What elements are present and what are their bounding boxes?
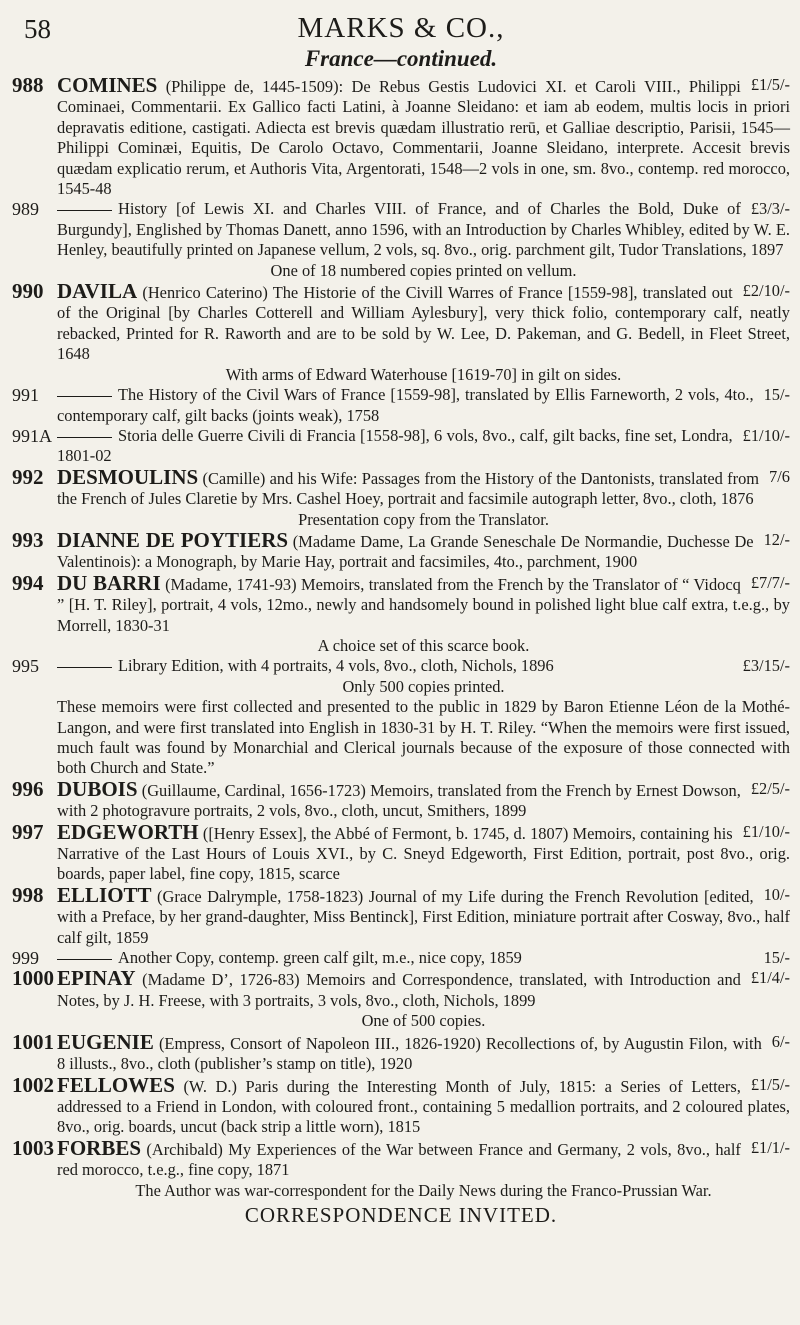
entry-description: (Empress, Consort of Napoleon III., 1826-1920) Recollections of, by Augustin Filon, with 8 illusts., 8vo., cloth (publisher’s stamp on title), 1920 [57, 1033, 762, 1074]
entry-author: ELLIOTT [57, 882, 152, 907]
catalogue-entry [12, 426, 790, 467]
catalogue-entry [12, 776, 790, 822]
catalogue-entry [12, 464, 790, 510]
entry-price: £3/3/- [750, 199, 790, 219]
entry-description: Storia delle Guerre Civili di Francia [1558-98], 6 vols, 8vo., calf, gilt backs, fine set, Londra, 1801-02 [57, 425, 733, 466]
entry-author: EPINAY [57, 966, 136, 991]
entry-description: (Henrico Caterino) The Historie of the Civill Warres of France [1559-98], translated out of the Original [by Charles Cotterell and William Aylesbury], very thick folio, contemporary calf, neatly rebacked, Printed for R. Raworth and are to be sold by W. Lee, D. Pakeman, and G. Bedell, in Fleet Street, 1648 [57, 283, 790, 364]
entry-number: 989 [12, 199, 39, 220]
entry-number: 997 [12, 819, 44, 844]
entry-price: £1/4/- [750, 968, 790, 988]
entry-number: 991 [12, 385, 39, 406]
running-title: MARKS & CO., [297, 12, 505, 44]
catalogue-entry [12, 1072, 790, 1138]
entry-price: £1/1/- [750, 1137, 790, 1157]
catalogue-entry [12, 656, 790, 676]
catalogue-entry [12, 570, 790, 636]
entry-note: Presentation copy from the Translator. [298, 509, 549, 529]
entry-note: One of 18 numbered copies printed on vellum. [270, 260, 577, 280]
catalogue-entry [12, 199, 790, 260]
entry-note: Only 500 copies printed. [342, 676, 505, 696]
catalogue-entry [12, 1029, 790, 1075]
entry-number: 1000 [12, 966, 54, 991]
entry-description: (Grace Dalrymple, 1758-1823) Journal of my Life during the French Revolution [edited, with a Preface, by her grand-daughter, Miss Bentinck], First Edition, miniature portrait after Cosway, 8vo., half calf gilt, 1859 [57, 886, 790, 947]
entry-note: A choice set of this scarce book. [317, 635, 530, 655]
entry-number: 990 [12, 279, 44, 304]
entry-description: History [of Lewis XI. and Charles VIII. of France, and of Charles the Bold, Duke of Burgundy], Englished by Thomas Danett, anno 1596, with an Introduction by Charles Whibley, edited by W. E. Henley, beautifully printed on Japanese vellum, 2 vols, sq. 8vo., orig. parchment gilt, Tudor Translations, 1897 [57, 199, 790, 260]
entry-price: £1/10/- [742, 821, 790, 841]
entry-description: Another Copy, contemp. green calf gilt, m.e., nice copy, 1859 [118, 948, 522, 968]
entry-price: £2/10/- [742, 281, 790, 301]
entry-number: 994 [12, 570, 44, 595]
entry-list [12, 75, 790, 1201]
entry-author: FORBES [57, 1135, 142, 1160]
entry-number: 999 [12, 948, 39, 969]
entry-price: £1/5/- [750, 75, 790, 94]
page-number: 58 [24, 14, 51, 44]
entry-description: The History of the Civil Wars of France [1559-98], translated by Ellis Farneworth, 2 vols, 4to., contemporary calf, gilt backs (joints weak), 1758 [57, 385, 754, 425]
entry-price: 15/- [763, 948, 790, 968]
entry-description: (Madame, 1741-93) Memoirs, translated from the French by the Translator of “ Vidocq ” [H. T. Riley], portrait, 4 vols, 12mo., newly and handsomely bound in polished light blue calf extra, t.e.g., by Morrell, 1830-31 [57, 574, 790, 635]
entry-number: 1001 [12, 1029, 54, 1054]
entry-description: (Camille) and his Wife: Passages from the History of the Dantonists, translated from the French of Jules Claretie by Mrs. Cashel Hoey, portrait and facsimile autograph letter, 8vo., cloth, 1876 [57, 468, 760, 509]
entry-price: £3/15/- [742, 656, 790, 676]
entry-number: 998 [12, 882, 44, 907]
page-header [12, 12, 790, 46]
entry-number: 993 [12, 527, 44, 552]
entry-description: Library Edition, with 4 portraits, 4 vols, 8vo., cloth, Nichols, 1896 [118, 656, 554, 676]
catalogue-entry [12, 527, 790, 573]
entry-author: EUGENIE [57, 1029, 154, 1054]
section-heading: France—continued. [304, 46, 498, 71]
entry-author: DAVILA [57, 279, 138, 304]
entry-number: 991A [12, 425, 52, 446]
entry-price: £1/10/- [742, 425, 790, 445]
entry-description: (W. D.) Paris during the Interesting Month of July, 1815: a Series of Letters, addressed to a Friend in London, with coloured front., containing 5 medallion portraits, and 2 coloured plates, 8vo., orig. boards, uncut (back strip a little worn), 1815 [57, 1076, 790, 1137]
entry-number: 1002 [12, 1072, 54, 1097]
catalogue-entry [12, 882, 790, 948]
footer-note: CORRESPONDENCE INVITED. [244, 1202, 558, 1227]
entry-price: £7/7/- [750, 572, 790, 592]
entry-number: 988 [12, 73, 44, 97]
catalogue-entry [12, 75, 790, 199]
entry-description: (Philippe de, 1445-1509): De Rebus Gestis Ludovici XI. et Caroli VIII., Philippi Cominaei, Commentarii. Ex Gallico facti Latini, à Joanne Sleidano: et iam ab eodem, multis locis in priori depravatis editione, castigati. Adiecta est brevis quædam illustratio rerū, et Galliae descriptio, Parisii, 1545—Philippi Cominæi, Equitis, De Carolo Octavo, Commentarii, Joanne Sleidano, interprete. Accesit brevis quædam explicatio rerum, et Authoris Vita, Argentorati, 1548—2 vols in one, sm. 8vo., contemp. red morocco, 1545-48 [57, 77, 790, 199]
ditto-rule [57, 437, 112, 438]
entry-price: 7/6 [769, 466, 790, 486]
entry-price: £2/5/- [750, 778, 790, 798]
catalogue-entry [12, 281, 790, 365]
catalogue-entry [12, 385, 790, 426]
ditto-rule [57, 959, 112, 960]
entry-description: (Archibald) My Experiences of the War between France and Germany, 2 vols, 8vo., half red morocco, t.e.g., fine copy, 1871 [57, 1139, 741, 1180]
entry-quote: These memoirs were first collected and presented to the public in 1829 by Baron Etienne Léon de la Mothé-Langon, and were first translated into English in 1830-31 by H. T. Riley. “When the memoirs were first issued, much fault was found by Monarchial and Clerical journals because of the exposure of those connected with both Church and State.” [57, 697, 790, 778]
entry-price: 6/- [771, 1031, 790, 1051]
entry-description: (Madame Dame, La Grande Seneschale De Normandie, Duchesse De Valentinois): a Monograph, by Marie Hay, portrait and facsimiles, 4to., parchment, 1900 [57, 531, 754, 572]
entry-author: DESMOULINS [57, 464, 199, 489]
entry-author: DU BARRI [57, 570, 161, 595]
entry-note: The Author was war-correspondent for the Daily News during the Franco-Prussian War. [135, 1180, 712, 1200]
entry-description: ([Henry Essex], the Abbé of Fermont, b. 1745, d. 1807) Memoirs, containing his Narrative of the Last Hours of Louis XVI., by C. Sneyd Edgeworth, First Edition, portrait, post 8vo., orig. boards, paper label, fine copy, 1815, scarce [57, 823, 790, 884]
entry-author: DUBOIS [57, 776, 138, 801]
entry-price: 12/- [763, 529, 790, 549]
ditto-rule [57, 210, 112, 211]
entry-price: £1/5/- [750, 1074, 790, 1094]
entry-description: (Madame D’, 1726-83) Memoirs and Correspondence, translated, with Introduction and Notes, by J. H. Freese, with 3 portraits, 3 vols, 8vo., cloth, Nichols, 1899 [57, 970, 741, 1010]
entry-author: FELLOWES [57, 1072, 175, 1097]
ditto-rule [57, 396, 112, 397]
entry-description: (Guillaume, Cardinal, 1656-1723) Memoirs, translated from the French by Ernest Dowson, with 2 photogravure portraits, 2 vols, 8vo., cloth, uncut, Smithers, 1899 [57, 780, 741, 821]
entry-price: 15/- [763, 385, 790, 405]
entry-number: 1003 [12, 1135, 54, 1160]
entry-note: One of 500 copies. [361, 1011, 486, 1031]
entry-price: 10/- [763, 884, 790, 904]
entry-author: EDGEWORTH [57, 819, 199, 844]
catalogue-entry [12, 819, 790, 885]
entry-note: With arms of Edward Waterhouse [1619-70] in gilt on sides. [225, 364, 622, 384]
entry-number: 995 [12, 656, 39, 677]
catalogue-entry [12, 968, 790, 1011]
entry-number: 992 [12, 464, 44, 489]
entry-number: 996 [12, 776, 44, 801]
catalogue-entry [12, 1135, 790, 1181]
ditto-rule [57, 667, 112, 668]
catalogue-entry [12, 948, 790, 968]
entry-author: DIANNE DE POYTIERS [57, 527, 289, 552]
entry-author: COMINES [57, 73, 158, 97]
